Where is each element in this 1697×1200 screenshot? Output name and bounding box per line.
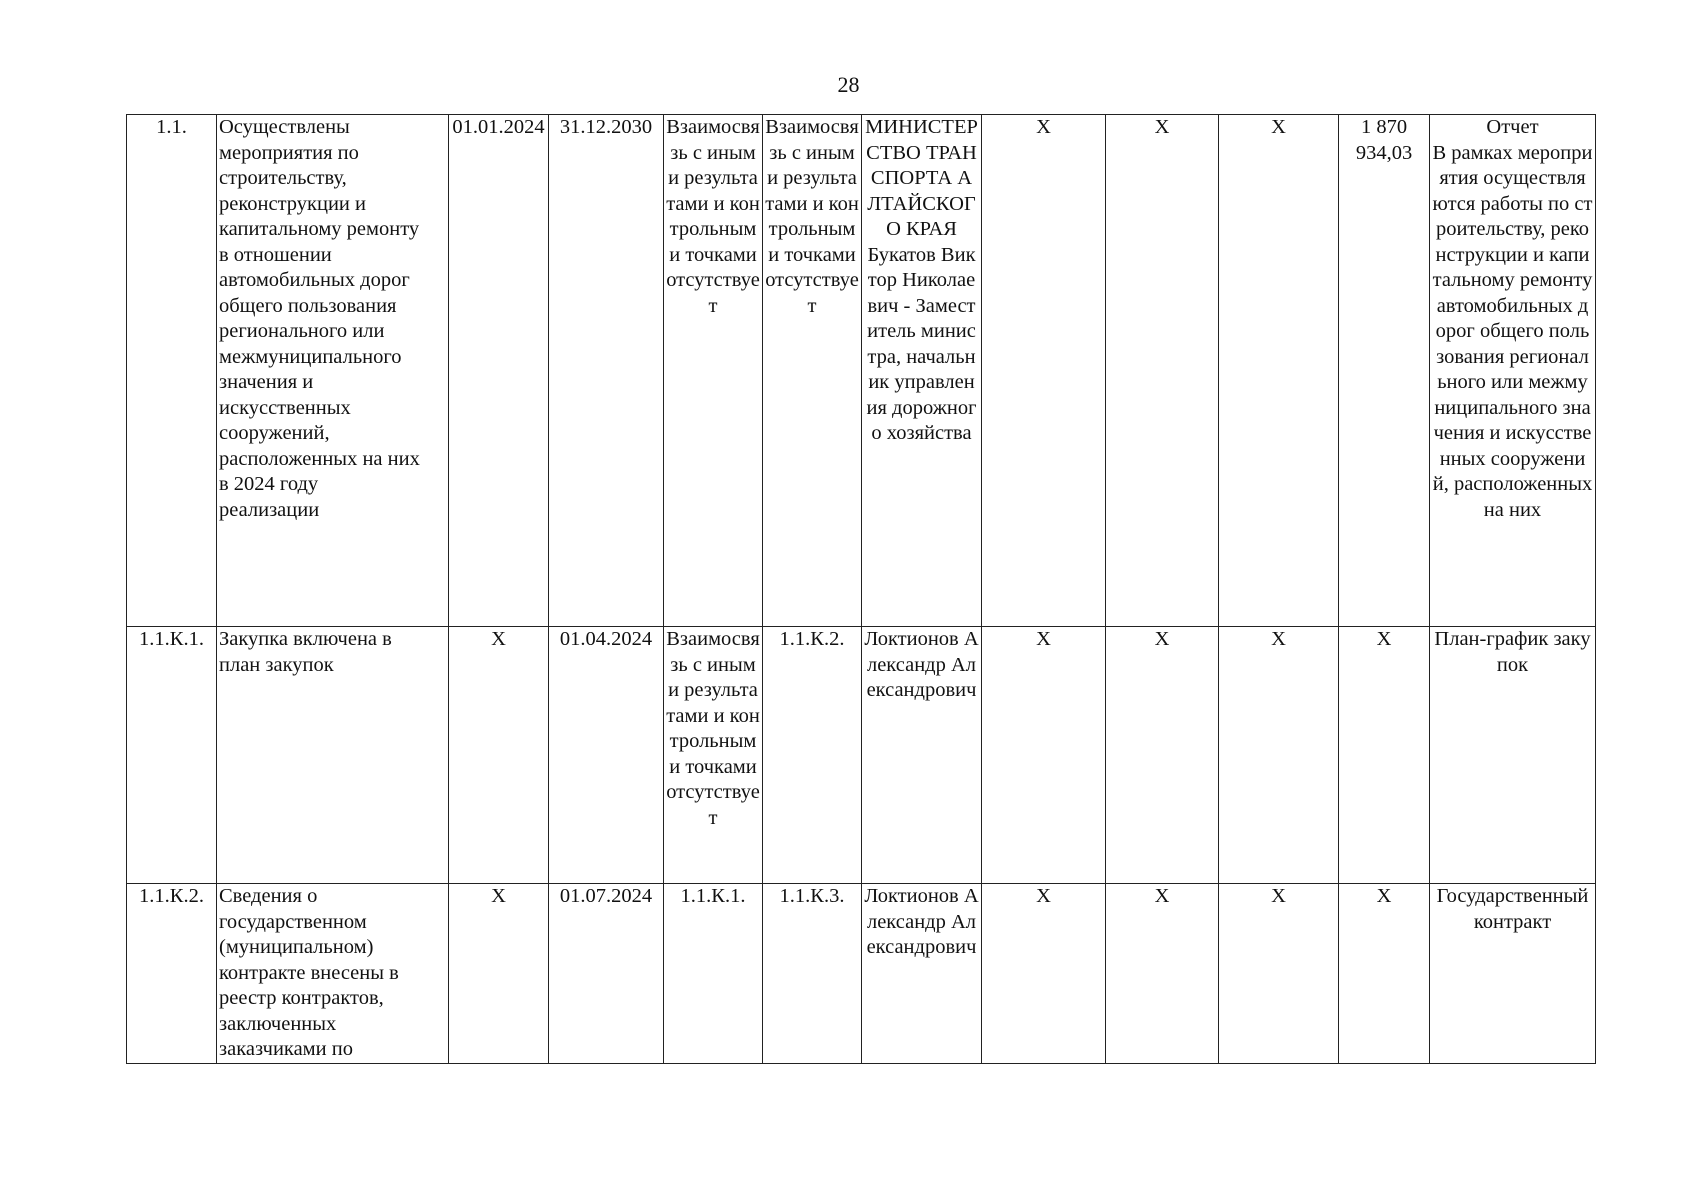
cell-name: Сведения о государственном (муниципальном) контракте внесены в реестр контрактов, заключенных заказчиками по [217,884,449,1064]
cell-col10: X [1219,115,1339,627]
cell-responsible: МИНИСТЕРСТВО ТРАНСПОРТА АЛТАЙСКОГО КРАЯ Букатов Виктор Николаевич - Заместитель министра, начальник управления дорожного хозяйства [862,115,982,627]
cell-previous-link: 1.1.К.1. [664,884,763,1064]
cell-start-date: 01.01.2024 [449,115,549,627]
cell-next-link: Взаимосвязь с иными результатами и контрольными точками отсутствует [763,115,862,627]
table-row [127,884,1596,1064]
cell-document: Государственный контракт [1430,884,1596,1064]
cell-col8: X [982,115,1106,627]
cell-responsible: Локтионов Александр Александрович [862,884,982,1064]
cell-number: 1.1.К.1. [127,627,217,884]
cell-document: План-график закупок [1430,627,1596,884]
cell-col9: X [1106,115,1219,627]
cell-amount: X [1339,627,1430,884]
cell-number: 1.1. [127,115,217,627]
cell-name: Осуществлены мероприятия по строительству, реконструкции и капитальному ремонту в отношении автомобильных дорог общего пользования регионального или межмуниципального значения и искусственных сооружений, расположенных на них в 2024 году реализации [217,115,449,627]
page-number: 28 [837,72,860,97]
plan-table [126,114,1596,1064]
cell-col10: X [1219,627,1339,884]
cell-end-date: 31.12.2030 [549,115,664,627]
cell-amount: 1 870 934,03 [1339,115,1430,627]
cell-start-date: X [449,627,549,884]
table-row [127,115,1596,627]
cell-col8: X [982,884,1106,1064]
cell-col10: X [1219,884,1339,1064]
cell-next-link: 1.1.К.3. [763,884,862,1064]
cell-amount: X [1339,884,1430,1064]
cell-name: Закупка включена в план закупок [217,627,449,884]
cell-col9: X [1106,627,1219,884]
cell-col8: X [982,627,1106,884]
cell-number: 1.1.К.2. [127,884,217,1064]
cell-col9: X [1106,884,1219,1064]
cell-start-date: X [449,884,549,1064]
cell-document: Отчет В рамках мероприятия осуществляются работы по строительству, реконструкции и капитальному ремонту автомобильных дорог общего пользования регионального или межмуниципального значения и искусственных сооружений, расположенных на них [1430,115,1596,627]
cell-previous-link: Взаимосвязь с иными результатами и контрольными точками отсутствует [664,115,763,627]
cell-end-date: 01.04.2024 [549,627,664,884]
cell-end-date: 01.07.2024 [549,884,664,1064]
table-row [127,627,1596,884]
cell-responsible: Локтионов Александр Александрович [862,627,982,884]
cell-previous-link: Взаимосвязь с иными результатами и контрольными точками отсутствует [664,627,763,884]
cell-next-link: 1.1.К.2. [763,627,862,884]
